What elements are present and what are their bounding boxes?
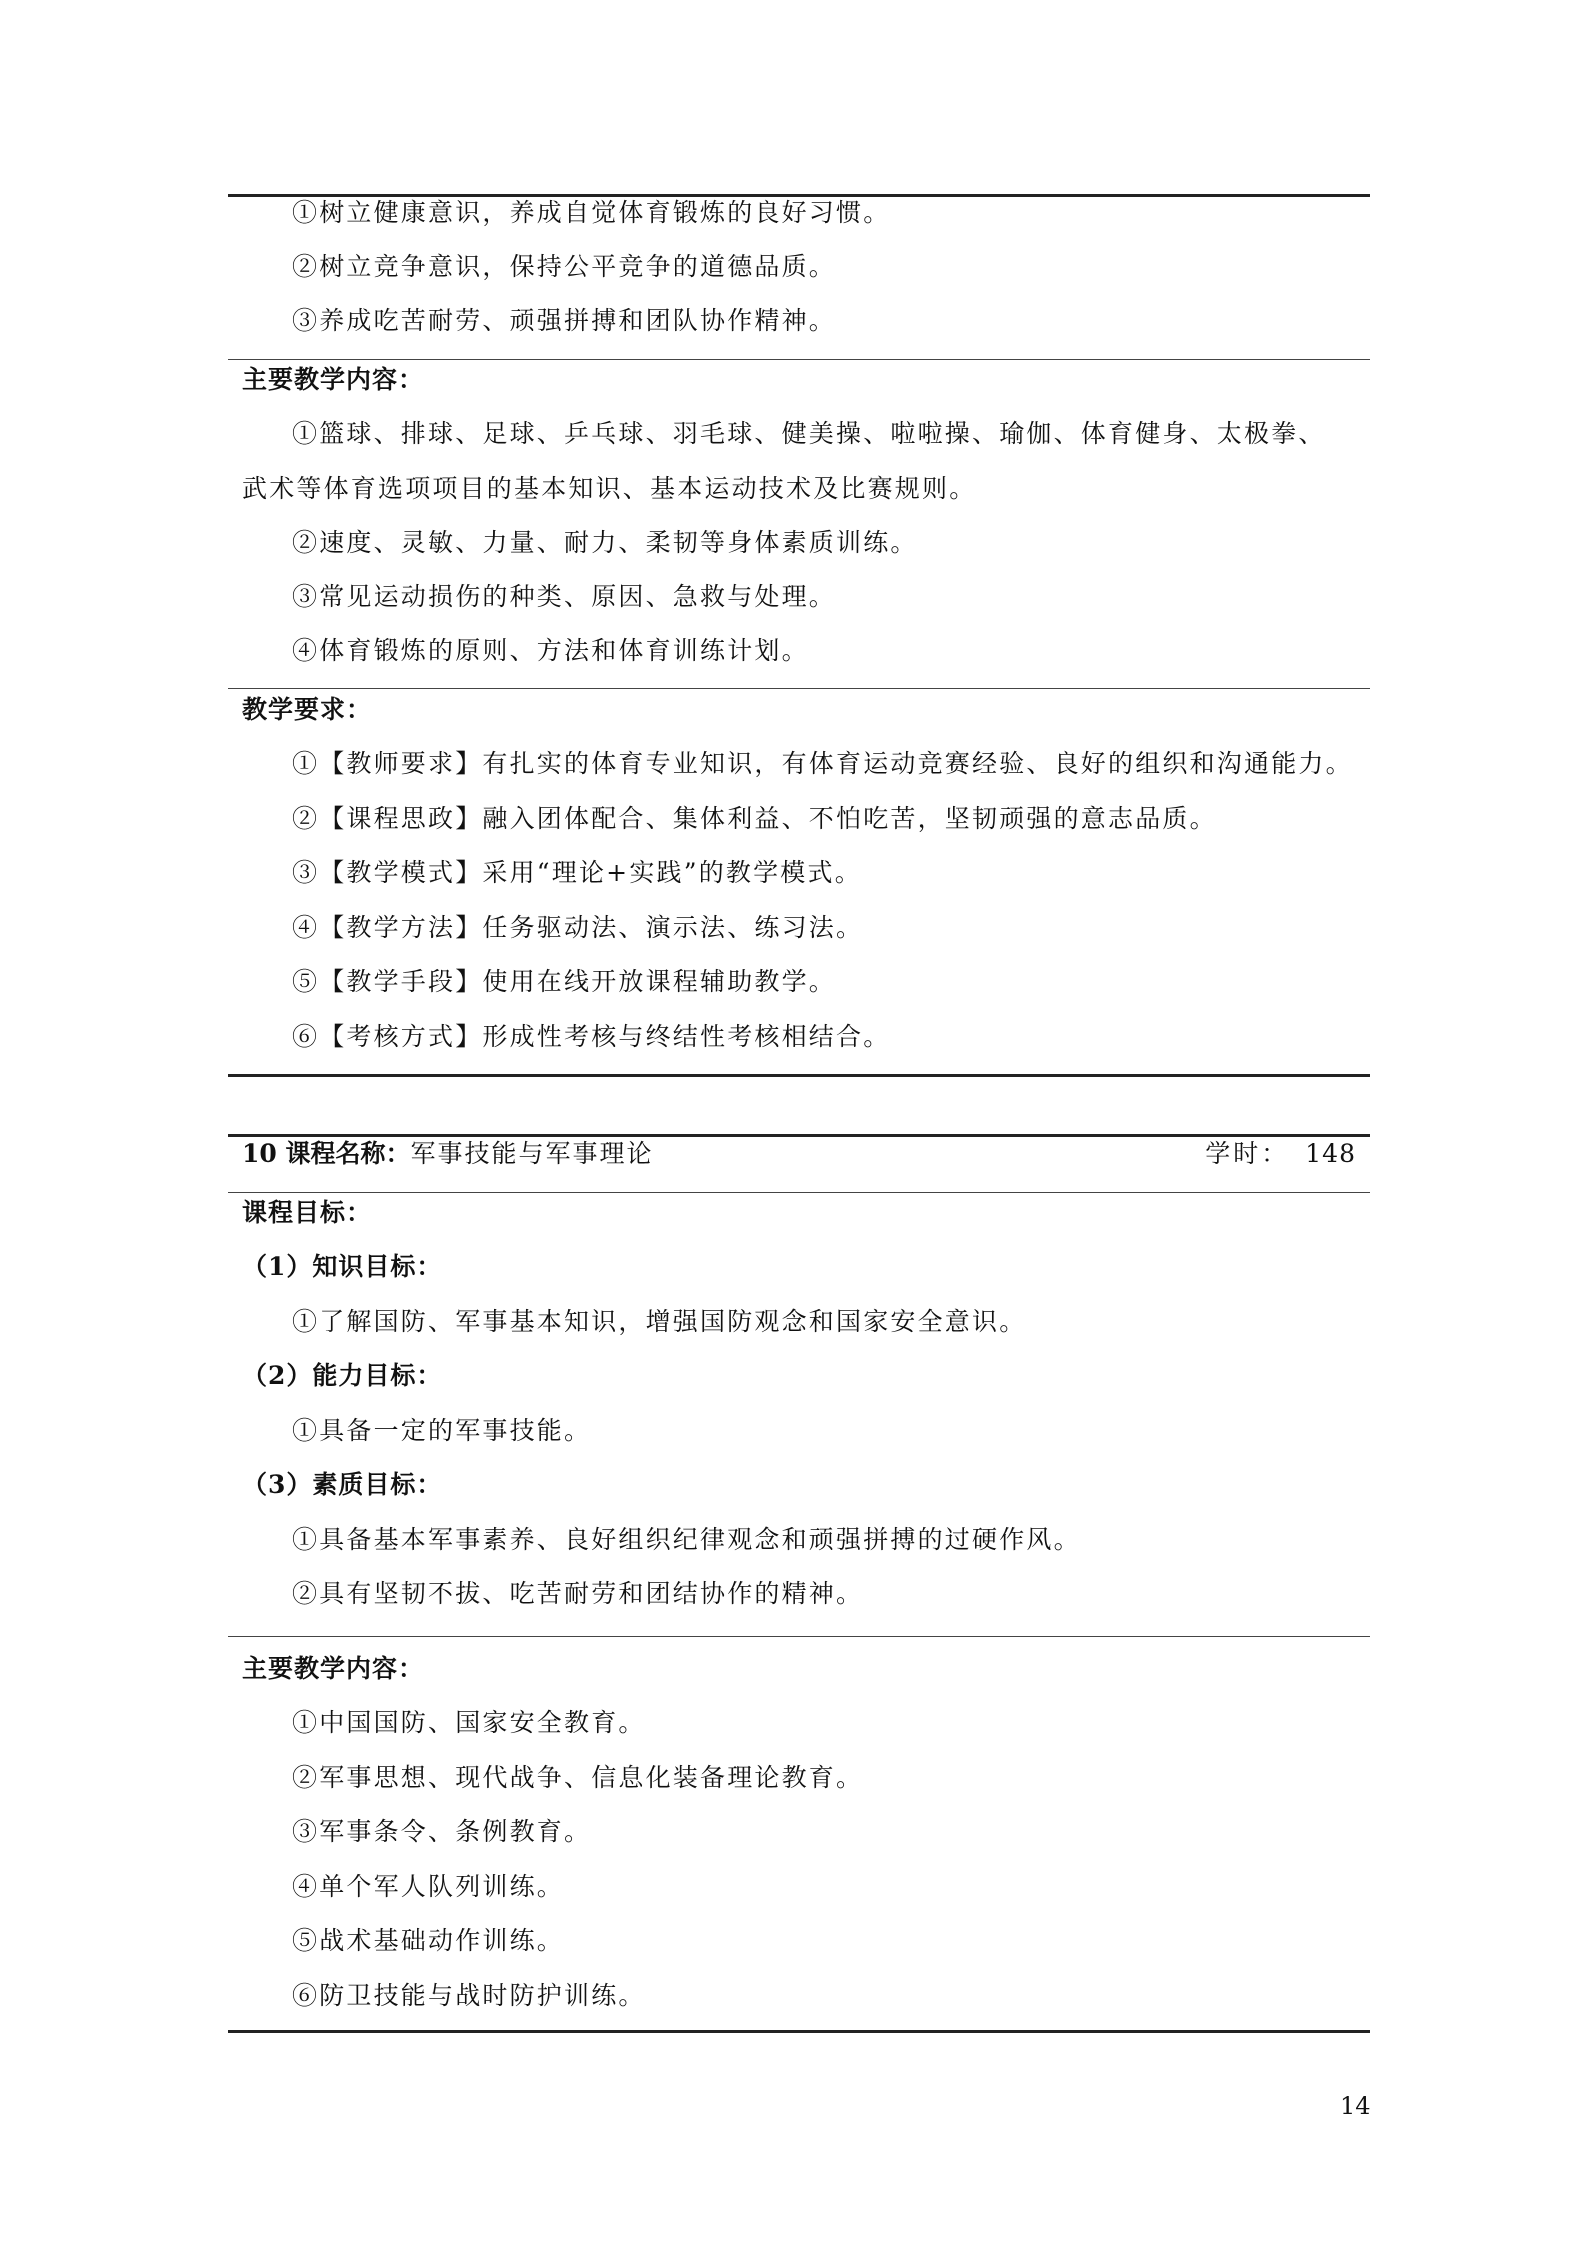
content-item: ④单个军人队列训练。 (292, 1872, 565, 1901)
course-title-row (228, 1127, 1370, 1181)
requirement-item: ⑤【教学手段】使用在线开放课程辅助教学。 (292, 967, 837, 996)
content-item: ④体育锻炼的原则、方法和体育训练计划。 (292, 636, 809, 665)
content-item: ②速度、灵敏、力量、耐力、柔韧等身体素质训练。 (292, 528, 918, 557)
goal-item: ②树立竞争意识，保持公平竞争的道德品质。 (292, 252, 837, 281)
requirement-item: ③【教学模式】采用“理论+实践”的教学模式。 (292, 858, 862, 887)
hours-label: 学时： (1205, 1139, 1290, 1168)
section1-content (228, 353, 1370, 677)
row-divider (228, 1636, 1370, 1637)
requirement-item: ①【教师要求】有扎实的体育专业知识，有体育运动竞赛经验、良好的组织和沟通能力。 (292, 749, 1353, 778)
quality-item: ①具备基本军事素养、良好组织纪律观念和顽强拼搏的过硬作风。 (292, 1525, 1081, 1554)
course-title (242, 1127, 654, 1181)
content-item: ②军事思想、现代战争、信息化装备理论教育。 (292, 1763, 864, 1792)
content-item: ③军事条令、条例教育。 (292, 1817, 592, 1846)
content-item: ③常见运动损伤的种类、原因、急救与处理。 (292, 582, 837, 611)
table-bottom-rule (228, 2030, 1370, 2033)
goals-heading: 课程目标： (242, 1198, 373, 1227)
course-hours (1205, 1127, 1356, 1181)
ability-heading: （2）能力目标： (242, 1361, 443, 1390)
course-title-label: 10 课程名称： (242, 1139, 411, 1168)
page-number: 14 (1340, 2092, 1371, 2120)
course-name: 军事技能与军事理论 (410, 1139, 654, 1168)
content-item-continuation: 武术等体育选项项目的基本知识、基本运动技术及比赛规则。 (242, 474, 977, 503)
requirement-item: ④【教学方法】任务驱动法、演示法、练习法。 (292, 913, 864, 942)
quality-heading: （3）素质目标： (242, 1470, 443, 1499)
content-item: ⑤战术基础动作训练。 (292, 1926, 565, 1955)
content-heading: 主要教学内容： (242, 365, 425, 394)
section1-requirements (228, 683, 1370, 1061)
knowledge-heading: （1）知识目标： (242, 1252, 443, 1281)
goal-item: ①树立健康意识，养成自觉体育锻炼的良好习惯。 (292, 198, 891, 227)
content-heading: 主要教学内容： (242, 1654, 425, 1683)
content-item: ⑥防卫技能与战时防护训练。 (292, 1981, 646, 2010)
content-item: ①篮球、排球、足球、乒乓球、羽毛球、健美操、啦啦操、瑜伽、体育健身、太极拳、 (292, 419, 1326, 448)
requirement-item: ②【课程思政】融入团体配合、集体利益、不怕吃苦，坚韧顽强的意志品质。 (292, 804, 1217, 833)
knowledge-item: ①了解国防、军事基本知识，增强国防观念和国家安全意识。 (292, 1307, 1027, 1336)
requirement-item: ⑥【考核方式】形成性考核与终结性考核相结合。 (292, 1022, 891, 1051)
requirements-heading: 教学要求： (242, 695, 373, 724)
section2-goals (228, 1186, 1370, 1618)
ability-item: ①具备一定的军事技能。 (292, 1416, 592, 1445)
table-bottom-rule (228, 1074, 1370, 1077)
quality-item: ②具有坚韧不拔、吃苦耐劳和团结协作的精神。 (292, 1579, 864, 1608)
section2-content (228, 1642, 1370, 2020)
goal-item: ③养成吃苦耐劳、顽强拼搏和团队协作精神。 (292, 306, 837, 335)
hours-value: 148 (1305, 1139, 1356, 1168)
section1-goals-tail (228, 186, 1370, 348)
content-item: ①中国国防、国家安全教育。 (292, 1708, 646, 1737)
